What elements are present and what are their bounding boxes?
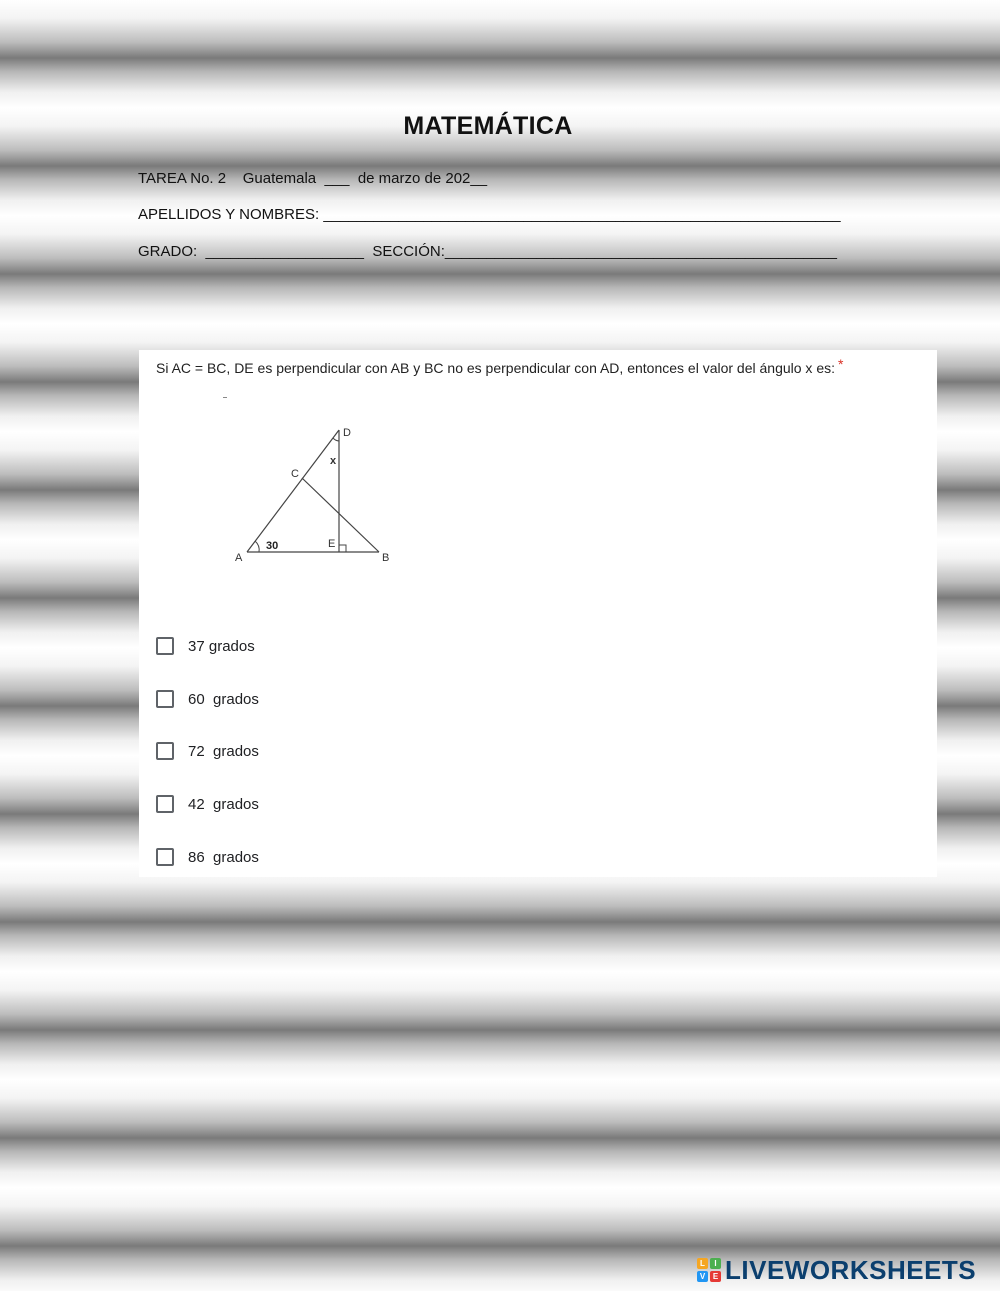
assignment-line: TAREA No. 2 Guatemala ___ de marzo de 202__ — [138, 170, 488, 187]
option-label: 42 grados — [188, 795, 259, 813]
logo-tile: L — [697, 1258, 708, 1269]
angle-d-arc — [333, 438, 339, 441]
checkbox[interactable] — [156, 848, 174, 866]
checkbox[interactable] — [156, 637, 174, 655]
label-c: C — [291, 468, 299, 480]
label-e: E — [328, 538, 336, 550]
logo-tile: E — [710, 1271, 721, 1282]
angle-a-arc — [255, 541, 259, 552]
option-1[interactable] — [156, 634, 255, 658]
checkbox[interactable] — [156, 795, 174, 813]
question-card — [139, 350, 937, 877]
logo-tile: V — [697, 1271, 708, 1282]
option-2[interactable] — [156, 687, 259, 711]
label-x: x — [330, 455, 337, 467]
decorative-dash — [223, 397, 227, 398]
grade-section-line: GRADO: ___________________ SECCIÓN:_______________________________________________ — [138, 243, 837, 260]
label-a: A — [235, 552, 243, 564]
logo-icon — [697, 1258, 721, 1282]
segment-ad — [247, 430, 339, 552]
question-prompt: Si AC = BC, DE es perpendicular con AB y BC no es perpendicular con AD, entonces el valor del ángulo x es: — [156, 360, 835, 376]
option-label: 86 grados — [188, 848, 259, 866]
required-marker: * — [838, 356, 844, 372]
label-b: B — [382, 552, 390, 564]
option-label: 72 grados — [188, 742, 259, 760]
option-label: 60 grados — [188, 690, 259, 708]
logo-tile: I — [710, 1258, 721, 1269]
option-4[interactable] — [156, 792, 259, 816]
option-5[interactable] — [156, 845, 259, 869]
question-text — [156, 356, 844, 376]
label-d: D — [343, 427, 351, 439]
option-3[interactable] — [156, 739, 259, 763]
worksheet-header — [138, 112, 841, 260]
checkbox[interactable] — [156, 742, 174, 760]
right-angle-mark — [339, 545, 346, 552]
segment-cb — [302, 478, 379, 552]
triangle-figure — [229, 420, 419, 570]
liveworksheets-logo — [697, 1256, 976, 1284]
label-angle-30: 30 — [266, 540, 279, 552]
checkbox[interactable] — [156, 690, 174, 708]
brand-name: LIVEWORKSHEETS — [725, 1254, 977, 1285]
page-title: MATEMÁTICA — [403, 112, 573, 140]
student-name-line: APELLIDOS Y NOMBRES: ______________________________________________________________ — [138, 206, 841, 223]
option-label: 37 grados — [188, 637, 255, 655]
